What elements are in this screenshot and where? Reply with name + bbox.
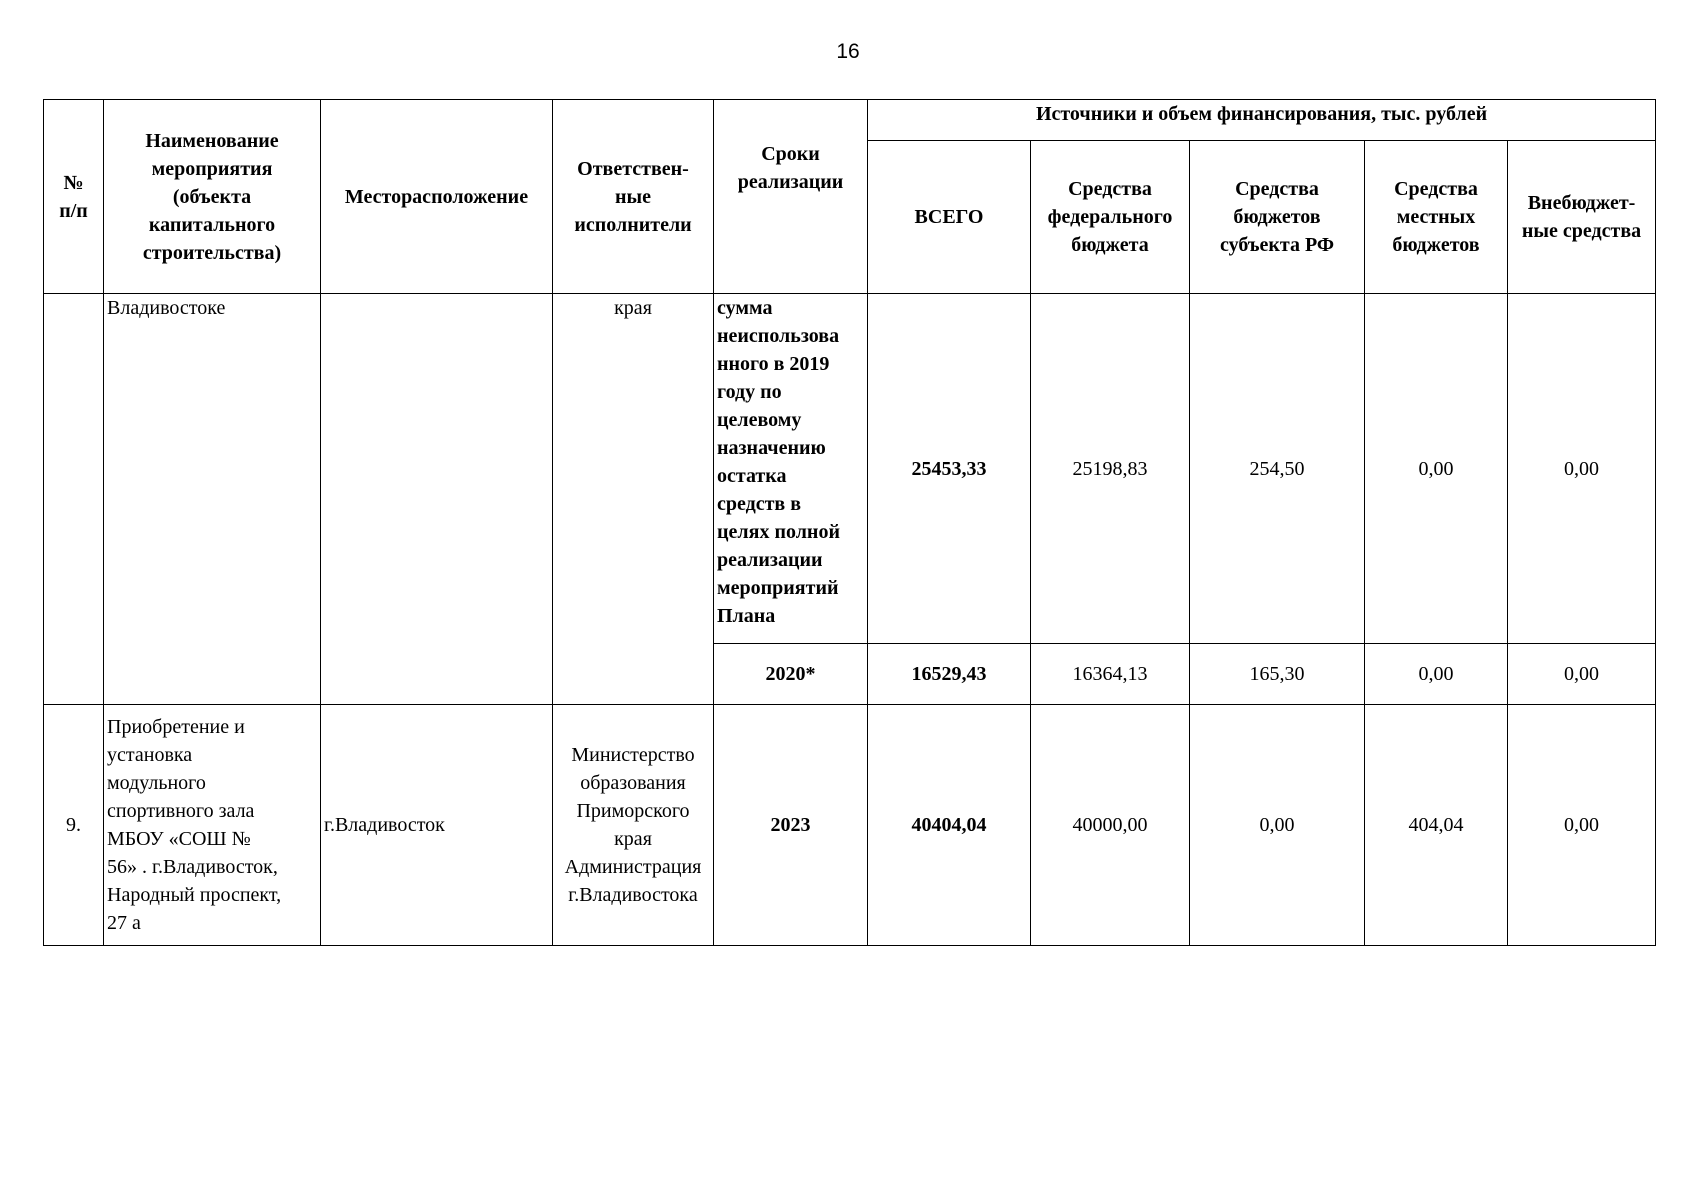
header-total: ВСЕГО: [868, 141, 1031, 294]
cell-terms: сумма неиспользова нного в 2019 году по целевому назначению остатка средств в целях полной реализации мероприятий Плана: [714, 294, 868, 644]
cell-name: Приобретение и установка модульного спортивного зала МБОУ «СОШ № 56» . г.Владивосток, Народный проспект, 27 а: [104, 705, 321, 946]
cell-local: 0,00: [1365, 644, 1508, 705]
cell-location: г.Владивосток: [321, 705, 553, 946]
cell-responsible: края: [553, 294, 714, 705]
cell-local: 0,00: [1365, 294, 1508, 644]
header-row-top: [44, 100, 1656, 141]
header-subject: Средства бюджетов субъекта РФ: [1190, 141, 1365, 294]
cell-location: [321, 294, 553, 705]
cell-name: Владивостоке: [104, 294, 321, 705]
cell-federal: 25198,83: [1031, 294, 1190, 644]
cell-extrabudget: 0,00: [1508, 705, 1656, 946]
cell-number: 9.: [44, 705, 104, 946]
cell-total: 16529,43: [868, 644, 1031, 705]
cell-terms: 2023: [714, 705, 868, 946]
header-name: Наименование мероприятия (объекта капитального строительства): [104, 100, 321, 294]
header-location: Месторасположение: [321, 100, 553, 294]
cell-subject: 0,00: [1190, 705, 1365, 946]
cell-responsible: Министерство образования Приморского края Администрация г.Владивостока: [553, 705, 714, 946]
cell-number: [44, 294, 104, 705]
table-row: [44, 294, 1656, 644]
cell-local: 404,04: [1365, 705, 1508, 946]
header-federal: Средства федерального бюджета: [1031, 141, 1190, 294]
cell-subject: 165,30: [1190, 644, 1365, 705]
header-responsible: Ответствен- ные исполнители: [553, 100, 714, 294]
cell-total: 25453,33: [868, 294, 1031, 644]
table-row: [44, 705, 1656, 946]
cell-extrabudget: 0,00: [1508, 644, 1656, 705]
cell-federal: 16364,13: [1031, 644, 1190, 705]
cell-extrabudget: 0,00: [1508, 294, 1656, 644]
cell-subject: 254,50: [1190, 294, 1365, 644]
header-number: № п/п: [44, 100, 104, 294]
cell-total: 40404,04: [868, 705, 1031, 946]
header-local: Средства местных бюджетов: [1365, 141, 1508, 294]
page-number: 16: [836, 40, 860, 63]
cell-terms: 2020*: [714, 644, 868, 705]
header-financing-group: Источники и объем финансирования, тыс. рублей: [868, 100, 1656, 141]
header-extrabudget: Внебюджет- ные средства: [1508, 141, 1656, 294]
cell-federal: 40000,00: [1031, 705, 1190, 946]
financing-table: [43, 99, 1656, 946]
header-terms: Сроки реализации: [714, 100, 868, 294]
